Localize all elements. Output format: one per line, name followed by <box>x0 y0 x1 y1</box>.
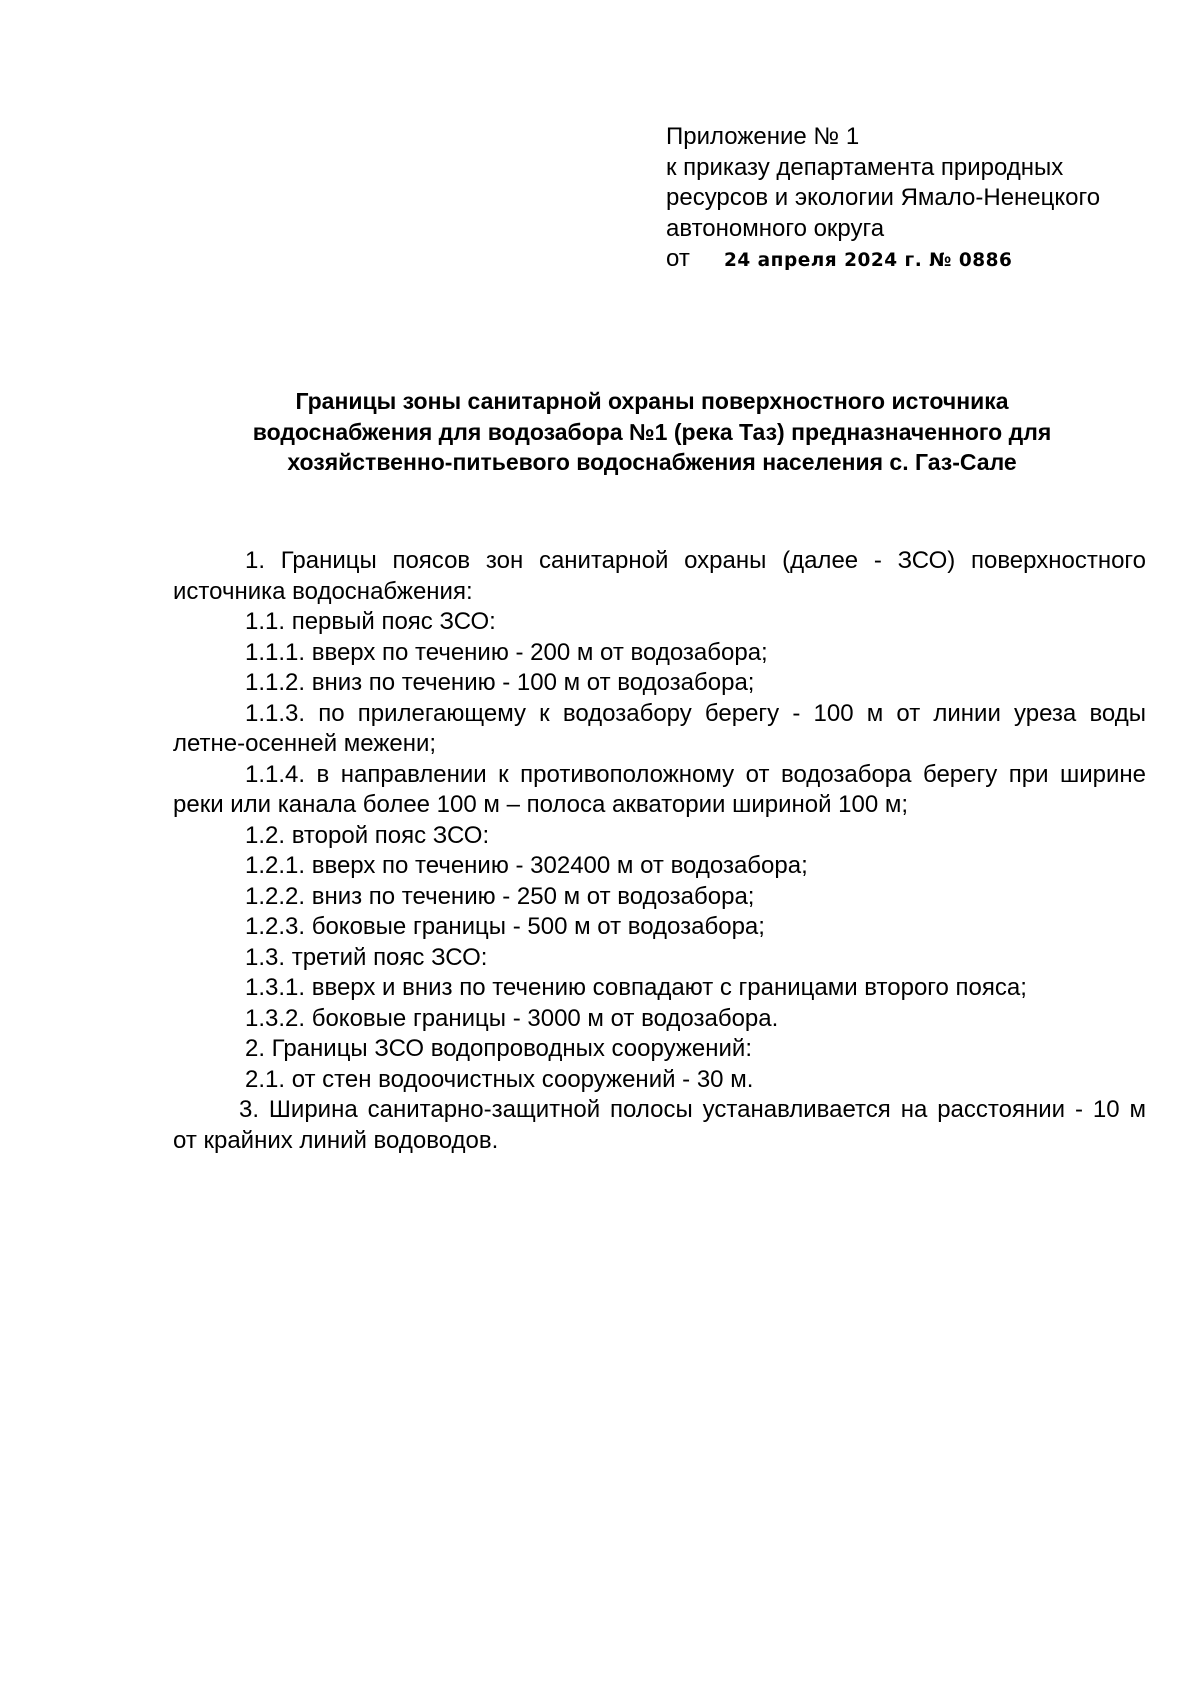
paragraph-1-1: 1.1. первый пояс ЗСО: <box>245 608 496 635</box>
paragraph-2: 2. Границы ЗСО водопроводных сооружений: <box>245 1035 752 1062</box>
title-line: хозяйственно-питьевого водоснабжения населения с. Газ-Сале <box>287 449 1017 475</box>
paragraph-1-3-1: 1.3.1. вверх и вниз по течению совпадают с границами второго пояса; <box>245 974 1027 1001</box>
document-body <box>173 546 1146 1156</box>
paragraph-2-1: 2.1. от стен водоочистных сооружений - 30 м. <box>245 1065 754 1093</box>
paragraph-1-1-1: 1.1.1. вверх по течению - 200 м от водозабора; <box>245 638 768 666</box>
paragraph-1-2: 1.2. второй пояс ЗСО: <box>245 821 490 849</box>
annex-department-line: ресурсов и экологии Ямало-Ненецкого <box>666 184 1101 211</box>
annex-region-line: автономного округа <box>666 214 885 242</box>
title-line: водоснабжения для водозабора №1 (река Таз) предназначенного для <box>252 418 1052 445</box>
annex-from-label: от <box>666 245 690 272</box>
annex-title: Приложение № 1 <box>666 123 860 150</box>
annex-order-line: к приказу департамента природных <box>666 153 1064 181</box>
paragraph-1-2-1: 1.2.1. вверх по течению - 302400 м от водозабора; <box>245 852 808 879</box>
paragraph-3: 3. Ширина санитарно-защитной полосы устанавливается на расстоянии - 10 м от крайних линий водоводов. <box>173 1096 1146 1154</box>
annex-date-row <box>666 244 1166 277</box>
annex-date: 24 апреля 2024 г. № 0886 <box>724 250 1013 271</box>
paragraph-1: 1. Границы поясов зон санитарной охраны (далее - ЗСО) поверхностного источника водоснабжения: <box>173 547 1146 605</box>
paragraph-1-3: 1.3. третий пояс ЗСО: <box>245 943 488 971</box>
paragraph-1-2-2: 1.2.2. вниз по течению - 250 м от водозабора; <box>245 882 755 910</box>
paragraph-1-2-3: 1.2.3. боковые границы - 500 м от водозабора; <box>245 913 765 940</box>
paragraph-1-1-2: 1.1.2. вниз по течению - 100 м от водозабора; <box>245 669 755 696</box>
paragraph-1-3-2: 1.3.2. боковые границы - 3000 м от водозабора. <box>245 1004 779 1032</box>
paragraph-1-1-4: 1.1.4. в направлении к противоположному от водозабора берегу при ширине реки или канала более 100 м – полоса акватории шириной 100 м; <box>173 760 1146 818</box>
paragraph-1-1-3: 1.1.3. по прилегающему к водозабору берегу - 100 м от линии уреза воды летне-осенней межени; <box>173 699 1146 757</box>
annex-header <box>666 122 1166 277</box>
document-title <box>172 386 1132 478</box>
title-line: Границы зоны санитарной охраны поверхностного источника <box>295 388 1009 414</box>
